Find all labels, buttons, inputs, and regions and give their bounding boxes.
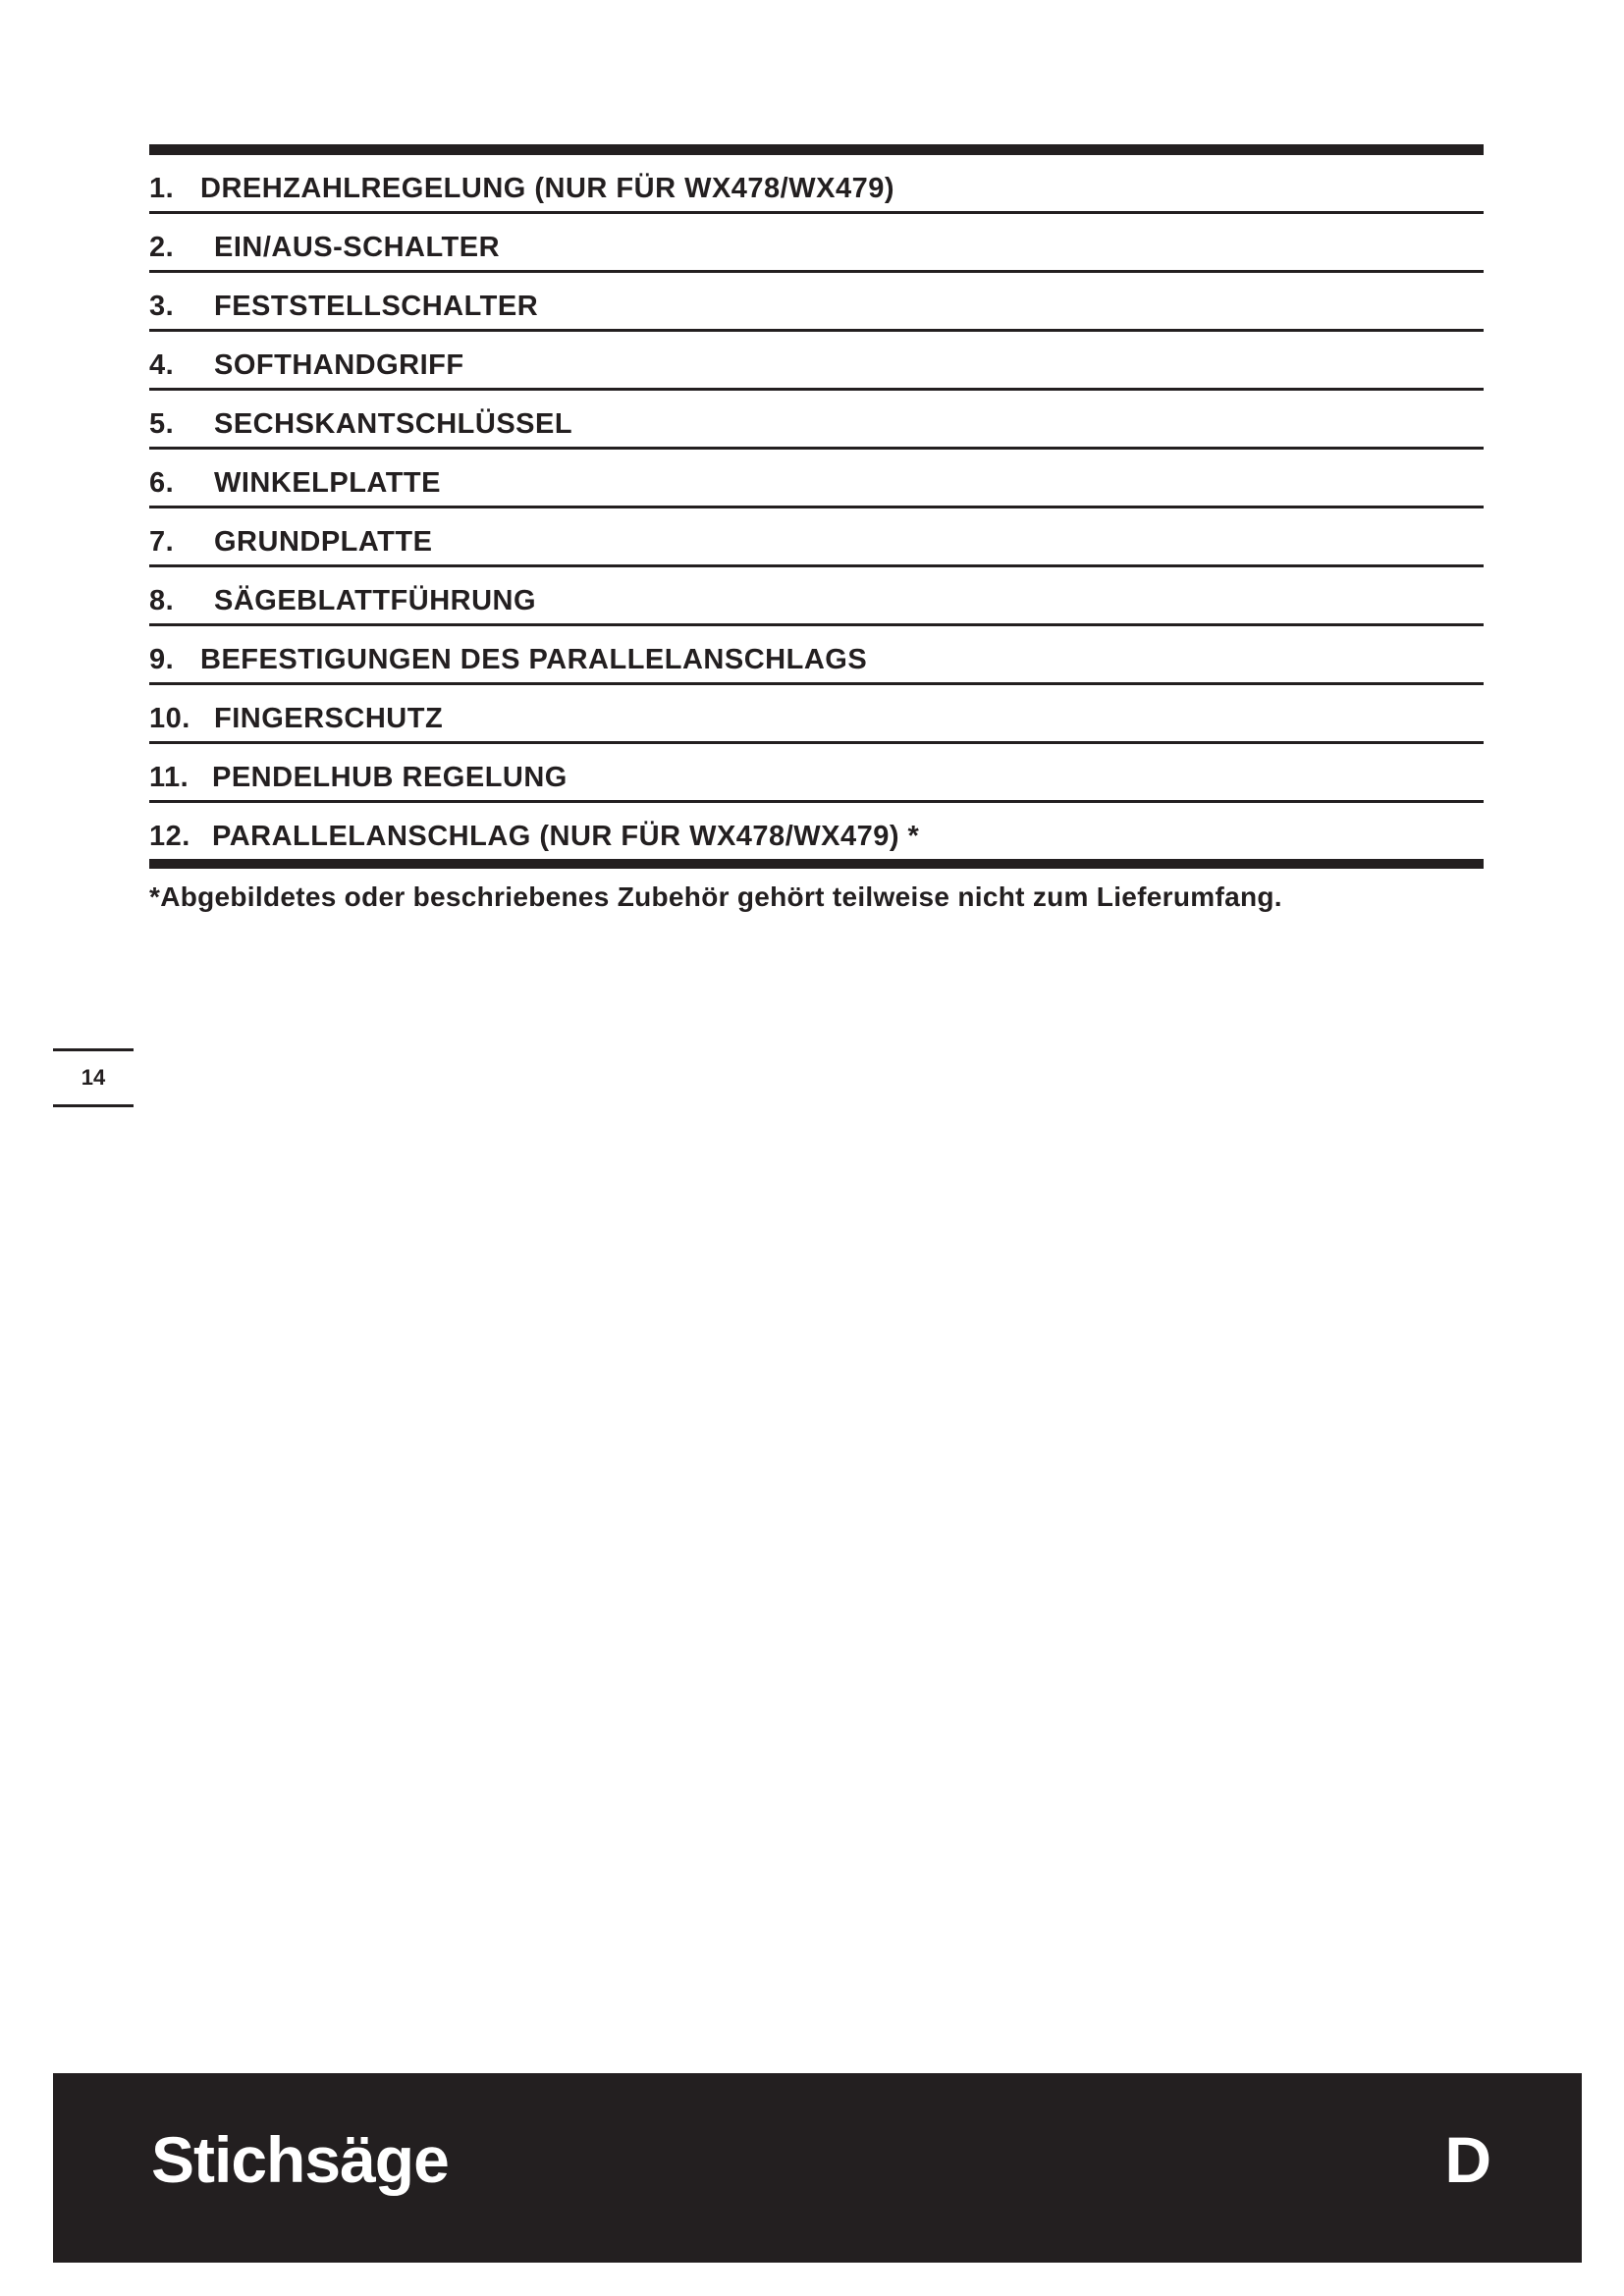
list-item xyxy=(149,626,1484,685)
item-number: 8. xyxy=(149,585,175,616)
item-label: DREHZAHLREGELUNG (NUR FÜR WX478/WX479) xyxy=(200,173,894,204)
list-item xyxy=(149,273,1484,332)
footer-bar xyxy=(53,2073,1582,2263)
item-number: 9. xyxy=(149,644,175,675)
item-number: 2. xyxy=(149,232,175,263)
item-label: FESTSTELLSCHALTER xyxy=(214,291,539,322)
item-label: PENDELHUB REGELUNG xyxy=(212,762,568,793)
list-item xyxy=(149,155,1484,214)
footer-title: Stichsäge xyxy=(151,2123,449,2196)
item-number: 5. xyxy=(149,408,175,440)
list-item xyxy=(149,391,1484,450)
list-item xyxy=(149,508,1484,567)
item-number: 7. xyxy=(149,526,175,558)
item-number: 3. xyxy=(149,291,175,322)
item-label: EIN/AUS-SCHALTER xyxy=(214,232,501,263)
list-item xyxy=(149,214,1484,273)
item-label: SOFTHANDGRIFF xyxy=(214,349,464,381)
item-label: SÄGEBLATTFÜHRUNG xyxy=(214,585,537,616)
item-number: 10. xyxy=(149,703,190,734)
item-number: 6. xyxy=(149,467,175,499)
list-item xyxy=(149,744,1484,803)
page-number-text: 14 xyxy=(81,1065,106,1090)
footnote: *Abgebildetes oder beschriebenes Zubehör gehört teilweise nicht zum Lieferumfang. xyxy=(149,881,1282,912)
parts-list xyxy=(149,144,1484,869)
language-code: D xyxy=(1444,2123,1491,2196)
list-item xyxy=(149,332,1484,391)
item-label: BEFESTIGUNGEN DES PARALLELANSCHLAGS xyxy=(200,644,868,675)
list-item xyxy=(149,803,1484,859)
page-number xyxy=(53,1048,134,1107)
item-label: SECHSKANTSCHLÜSSEL xyxy=(214,408,573,440)
item-label: FINGERSCHUTZ xyxy=(214,703,444,734)
item-label: WINKELPLATTE xyxy=(214,467,441,499)
list-item xyxy=(149,450,1484,508)
item-number: 1. xyxy=(149,173,175,204)
item-label: PARALLELANSCHLAG (NUR FÜR WX478/WX479) * xyxy=(212,821,920,852)
list-item xyxy=(149,567,1484,626)
item-number: 11. xyxy=(149,762,189,793)
list-item xyxy=(149,685,1484,744)
item-number: 12. xyxy=(149,821,190,852)
item-label: GRUNDPLATTE xyxy=(214,526,433,558)
item-number: 4. xyxy=(149,349,175,381)
